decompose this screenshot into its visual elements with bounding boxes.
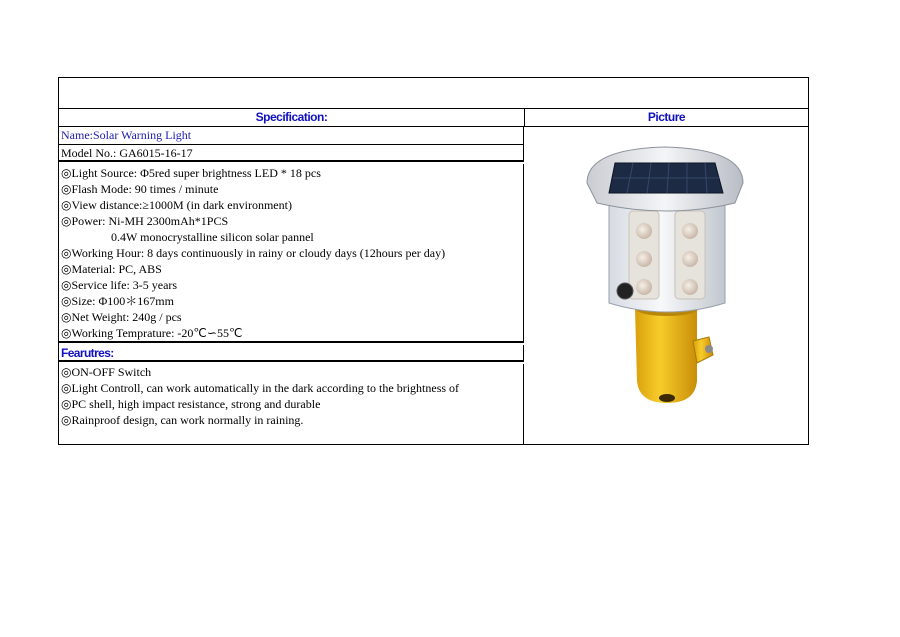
spec-line: 0.4W monocrystalline silicon solar pannel [111,230,314,244]
spec-list [59,164,524,343]
spec-line: ◎Flash Mode: 90 times / minute [61,182,219,196]
title-row [59,78,808,109]
features-list [59,364,524,444]
spec-line: ◎Light Source: Φ5red super brightness LED * 18 pcs [61,166,321,180]
specification-header: Specification: [59,108,525,127]
feature-line: ◎ON-OFF Switch [61,365,152,379]
feature-line: ◎Light Controll, can work automatically in the dark according to the brightness of [61,381,460,395]
spec-line: ◎Net Weight: 240g / pcs [61,310,182,324]
spec-line: ◎View distance:≥1000M (in dark environment) [61,198,292,212]
spec-line: ◎Working Hour: 8 days continuously in rainy or cloudy days (12hours per day) [61,246,446,260]
features-header: Fearutres: [59,345,524,362]
product-name: Name:Solar Warning Light [59,127,524,145]
spec-sheet [58,77,809,445]
spec-line: ◎Working Temprature: -20℃∽55℃ [61,326,243,340]
spec-line: ◎Size: Φ100＊167mm [61,294,174,308]
picture-header: Picture [525,108,808,127]
product-picture [525,127,808,444]
solar-warning-light-image [585,141,745,426]
feature-line: ◎PC shell, high impact resistance, strong and durable [61,397,321,411]
feature-line: ◎Rainproof design, can work normally in raining. [61,413,304,427]
spec-line: ◎Power: Ni-MH 2300mAh*1PCS [61,214,229,228]
spec-line: ◎Service life: 3-5 years [61,278,178,292]
spec-line: ◎Material: PC, ABS [61,262,162,276]
model-number: Model No.: GA6015-16-17 [59,145,524,162]
